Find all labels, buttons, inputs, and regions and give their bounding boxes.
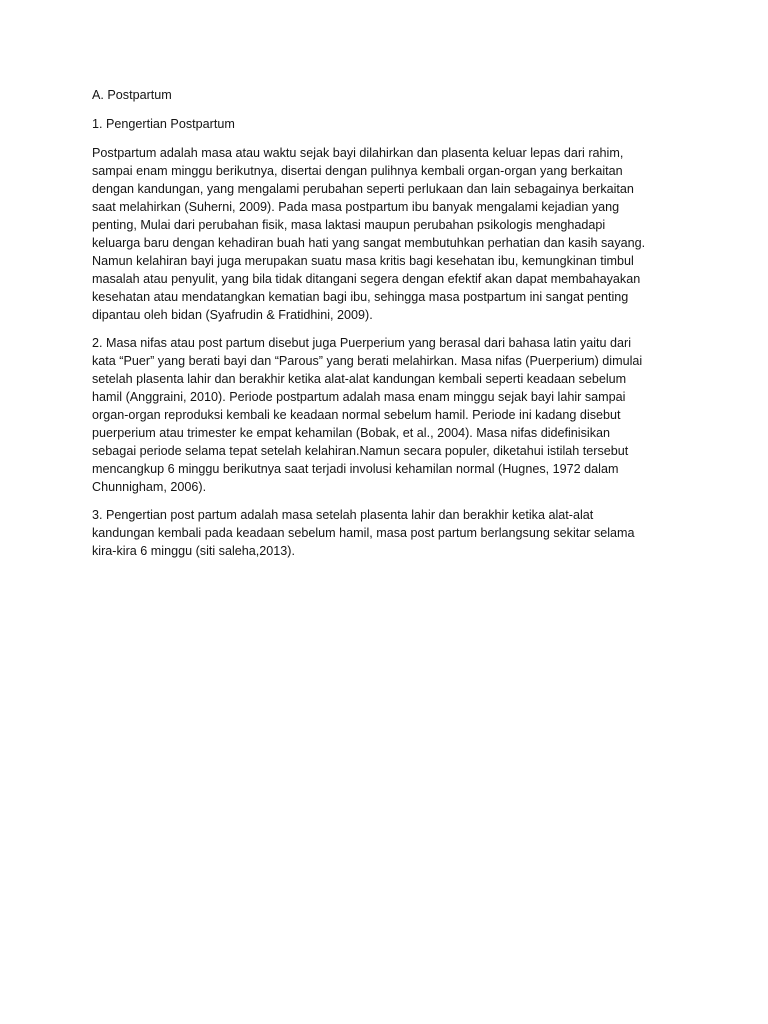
paragraph-line: penting, Mulai dari perubahan fisik, masa laktasi maupun perubahan psikologis menghadapi (92, 218, 606, 232)
paragraph-1 (92, 144, 682, 324)
paragraph-line: sampai enam minggu berikutnya, disertai dengan pulihnya kembali organ-organ yang berkaitan (92, 164, 623, 178)
paragraph-line: organ-organ reproduksi kembali ke keadaan normal sebelum hamil. Periode ini kadang disebut (92, 408, 621, 422)
paragraph-line: kesehatan atau mendatangkan kematian bagi ibu, sehingga masa postpartum ini sangat penting (92, 290, 629, 304)
paragraph-line: Namun kelahiran bayi juga merupakan suatu masa kritis bagi kesehatan ibu, kemungkinan timbul (92, 254, 634, 268)
paragraph-2 (92, 334, 682, 496)
paragraph-3 (92, 506, 682, 560)
paragraph-line: masalah atau penyulit, yang bila tidak ditangani segera dengan efektif akan dapat membahayakan (92, 272, 641, 286)
paragraph-line: kata “Puer” yang berati bayi dan “Parous” yang berati melahirkan. Masa nifas (Puerperium) dimulai (92, 354, 643, 368)
paragraph-line: sebagai periode selama tepat setelah kelahiran.Namun secara populer, diketahui istilah tersebut (92, 444, 629, 458)
paragraph-line: Chunnigham, 2006). (92, 480, 207, 494)
paragraph-line: keluarga baru dengan kehadiran buah hati yang sangat membutuhkan perhatian dan kasih sayang. (92, 236, 646, 250)
subsection-title: 1. Pengertian Postpartum (92, 117, 235, 131)
paragraph-line: 2. Masa nifas atau post partum disebut juga Puerperium yang berasal dari bahasa latin yaitu dari (92, 336, 632, 350)
paragraph-line: kira-kira 6 minggu (siti saleha,2013). (92, 544, 295, 558)
paragraph-line: setelah plasenta lahir dan berakhir ketika alat-alat kandungan kembali seperti keadaan sebelum (92, 372, 627, 386)
paragraph-line: kandungan kembali pada keadaan sebelum hamil, masa post partum berlangsung sekitar selama (92, 526, 635, 540)
paragraph-line: dipantau oleh bidan (Syafrudin & Fratidhini, 2009). (92, 308, 373, 322)
paragraph-line: hamil (Anggraini, 2010). Periode postpartum adalah masa enam minggu sejak bayi lahir sampai (92, 390, 626, 404)
document-page (92, 86, 682, 570)
paragraph-line: puerperium atau trimester ke empat kehamilan (Bobak, et al., 2004). Masa nifas didefinisikan (92, 426, 611, 440)
paragraph-line: Postpartum adalah masa atau waktu sejak bayi dilahirkan dan plasenta keluar lepas dari rahim, (92, 146, 624, 160)
paragraph-line: saat melahirkan (Suherni, 2009). Pada masa postpartum ibu banyak mengalami kejadian yang (92, 200, 620, 214)
paragraph-line: mencangkup 6 minggu berikutnya saat terjadi involusi kehamilan normal (Hugnes, 1972 dalam (92, 462, 619, 476)
paragraph-line: dengan kandungan, yang mengalami perubahan seperti perlukaan dan lain sebagainya berkaitan (92, 182, 634, 196)
section-title: A. Postpartum (92, 88, 172, 102)
paragraph-line: 3. Pengertian post partum adalah masa setelah plasenta lahir dan berakhir ketika alat-alat (92, 508, 594, 522)
